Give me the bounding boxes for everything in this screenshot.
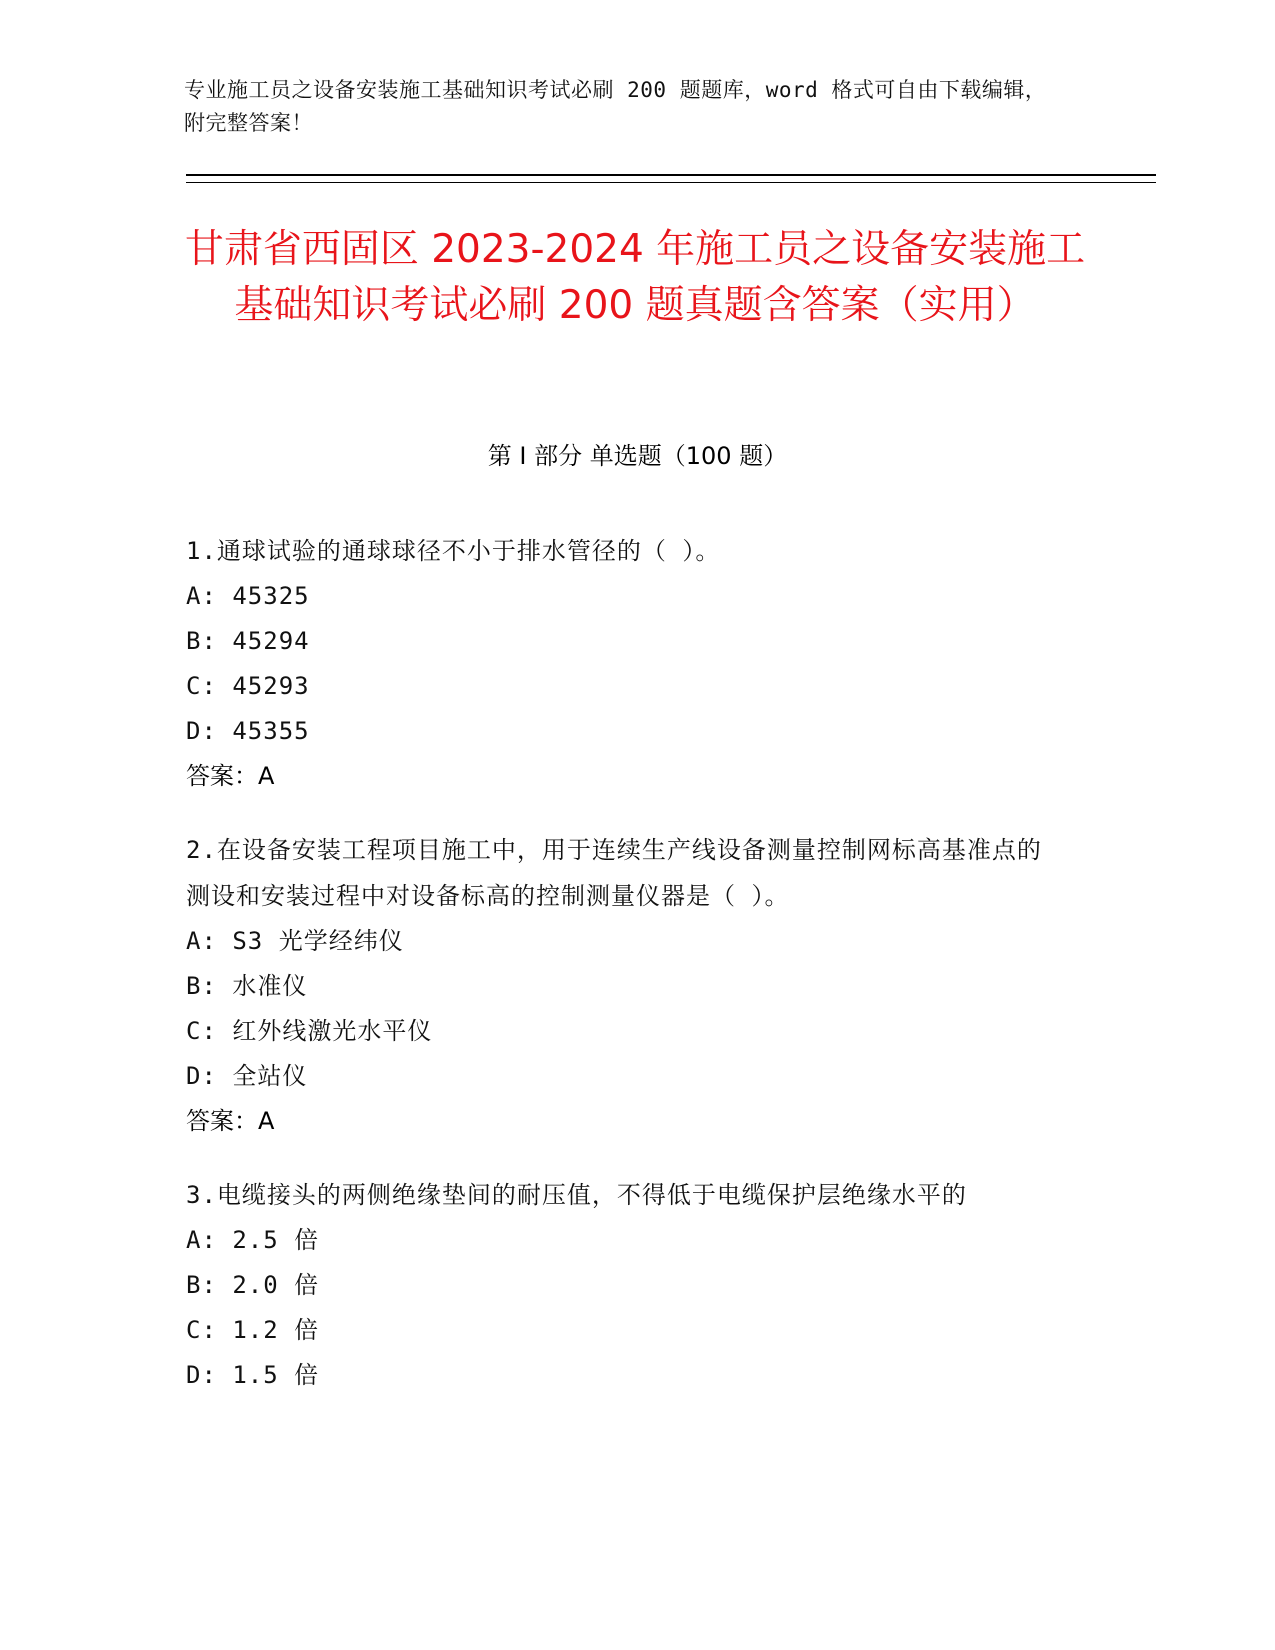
option-a: A: 2.5 倍 [186, 1226, 320, 1254]
option-b: B: 2.0 倍 [186, 1271, 320, 1299]
question-stem: 3.电缆接头的两侧绝缘垫间的耐压值，不得低于电缆保护层绝缘水平的 [186, 1181, 967, 1209]
header-divider-thin [186, 182, 1156, 183]
document-title: 甘肃省西固区 2023-2024 年施工员之设备安装施工基础知识考试必刷 200 题真题含答案（实用） [184, 227, 1086, 328]
header-note: 专业施工员之设备安装施工基础知识考试必刷 200 题题库，word 格式可自由下载编辑，附完整答案！ [184, 78, 1047, 135]
section-title: 第 I 部分 单选题（100 题） [487, 442, 788, 470]
option-a: A: S3 光学经纬仪 [186, 927, 404, 955]
option-a: A: 45325 [186, 582, 310, 610]
answer: 答案：A [186, 762, 275, 790]
question-2 [186, 827, 1066, 1144]
option-d: D: 45355 [186, 717, 310, 745]
question-3 [186, 1172, 1066, 1398]
question-1 [186, 528, 1066, 799]
option-c: C: 45293 [186, 672, 310, 700]
option-c: C: 红外线激光水平仪 [186, 1017, 433, 1045]
answer: 答案：A [186, 1107, 275, 1135]
option-d: D: 1.5 倍 [186, 1361, 320, 1389]
option-b: B: 45294 [186, 627, 310, 655]
question-stem: 2.在设备安装工程项目施工中，用于连续生产线设备测量控制网标高基准点的测设和安装过程中对设备标高的控制测量仪器是（ ）。 [186, 836, 1042, 910]
option-b: B: 水准仪 [186, 972, 308, 1000]
question-stem: 1.通球试验的通球球径不小于排水管径的（ ）。 [186, 537, 721, 565]
option-c: C: 1.2 倍 [186, 1316, 320, 1344]
option-d: D: 全站仪 [186, 1062, 308, 1090]
header-divider-thick [186, 174, 1156, 176]
question-list [186, 528, 1066, 1426]
